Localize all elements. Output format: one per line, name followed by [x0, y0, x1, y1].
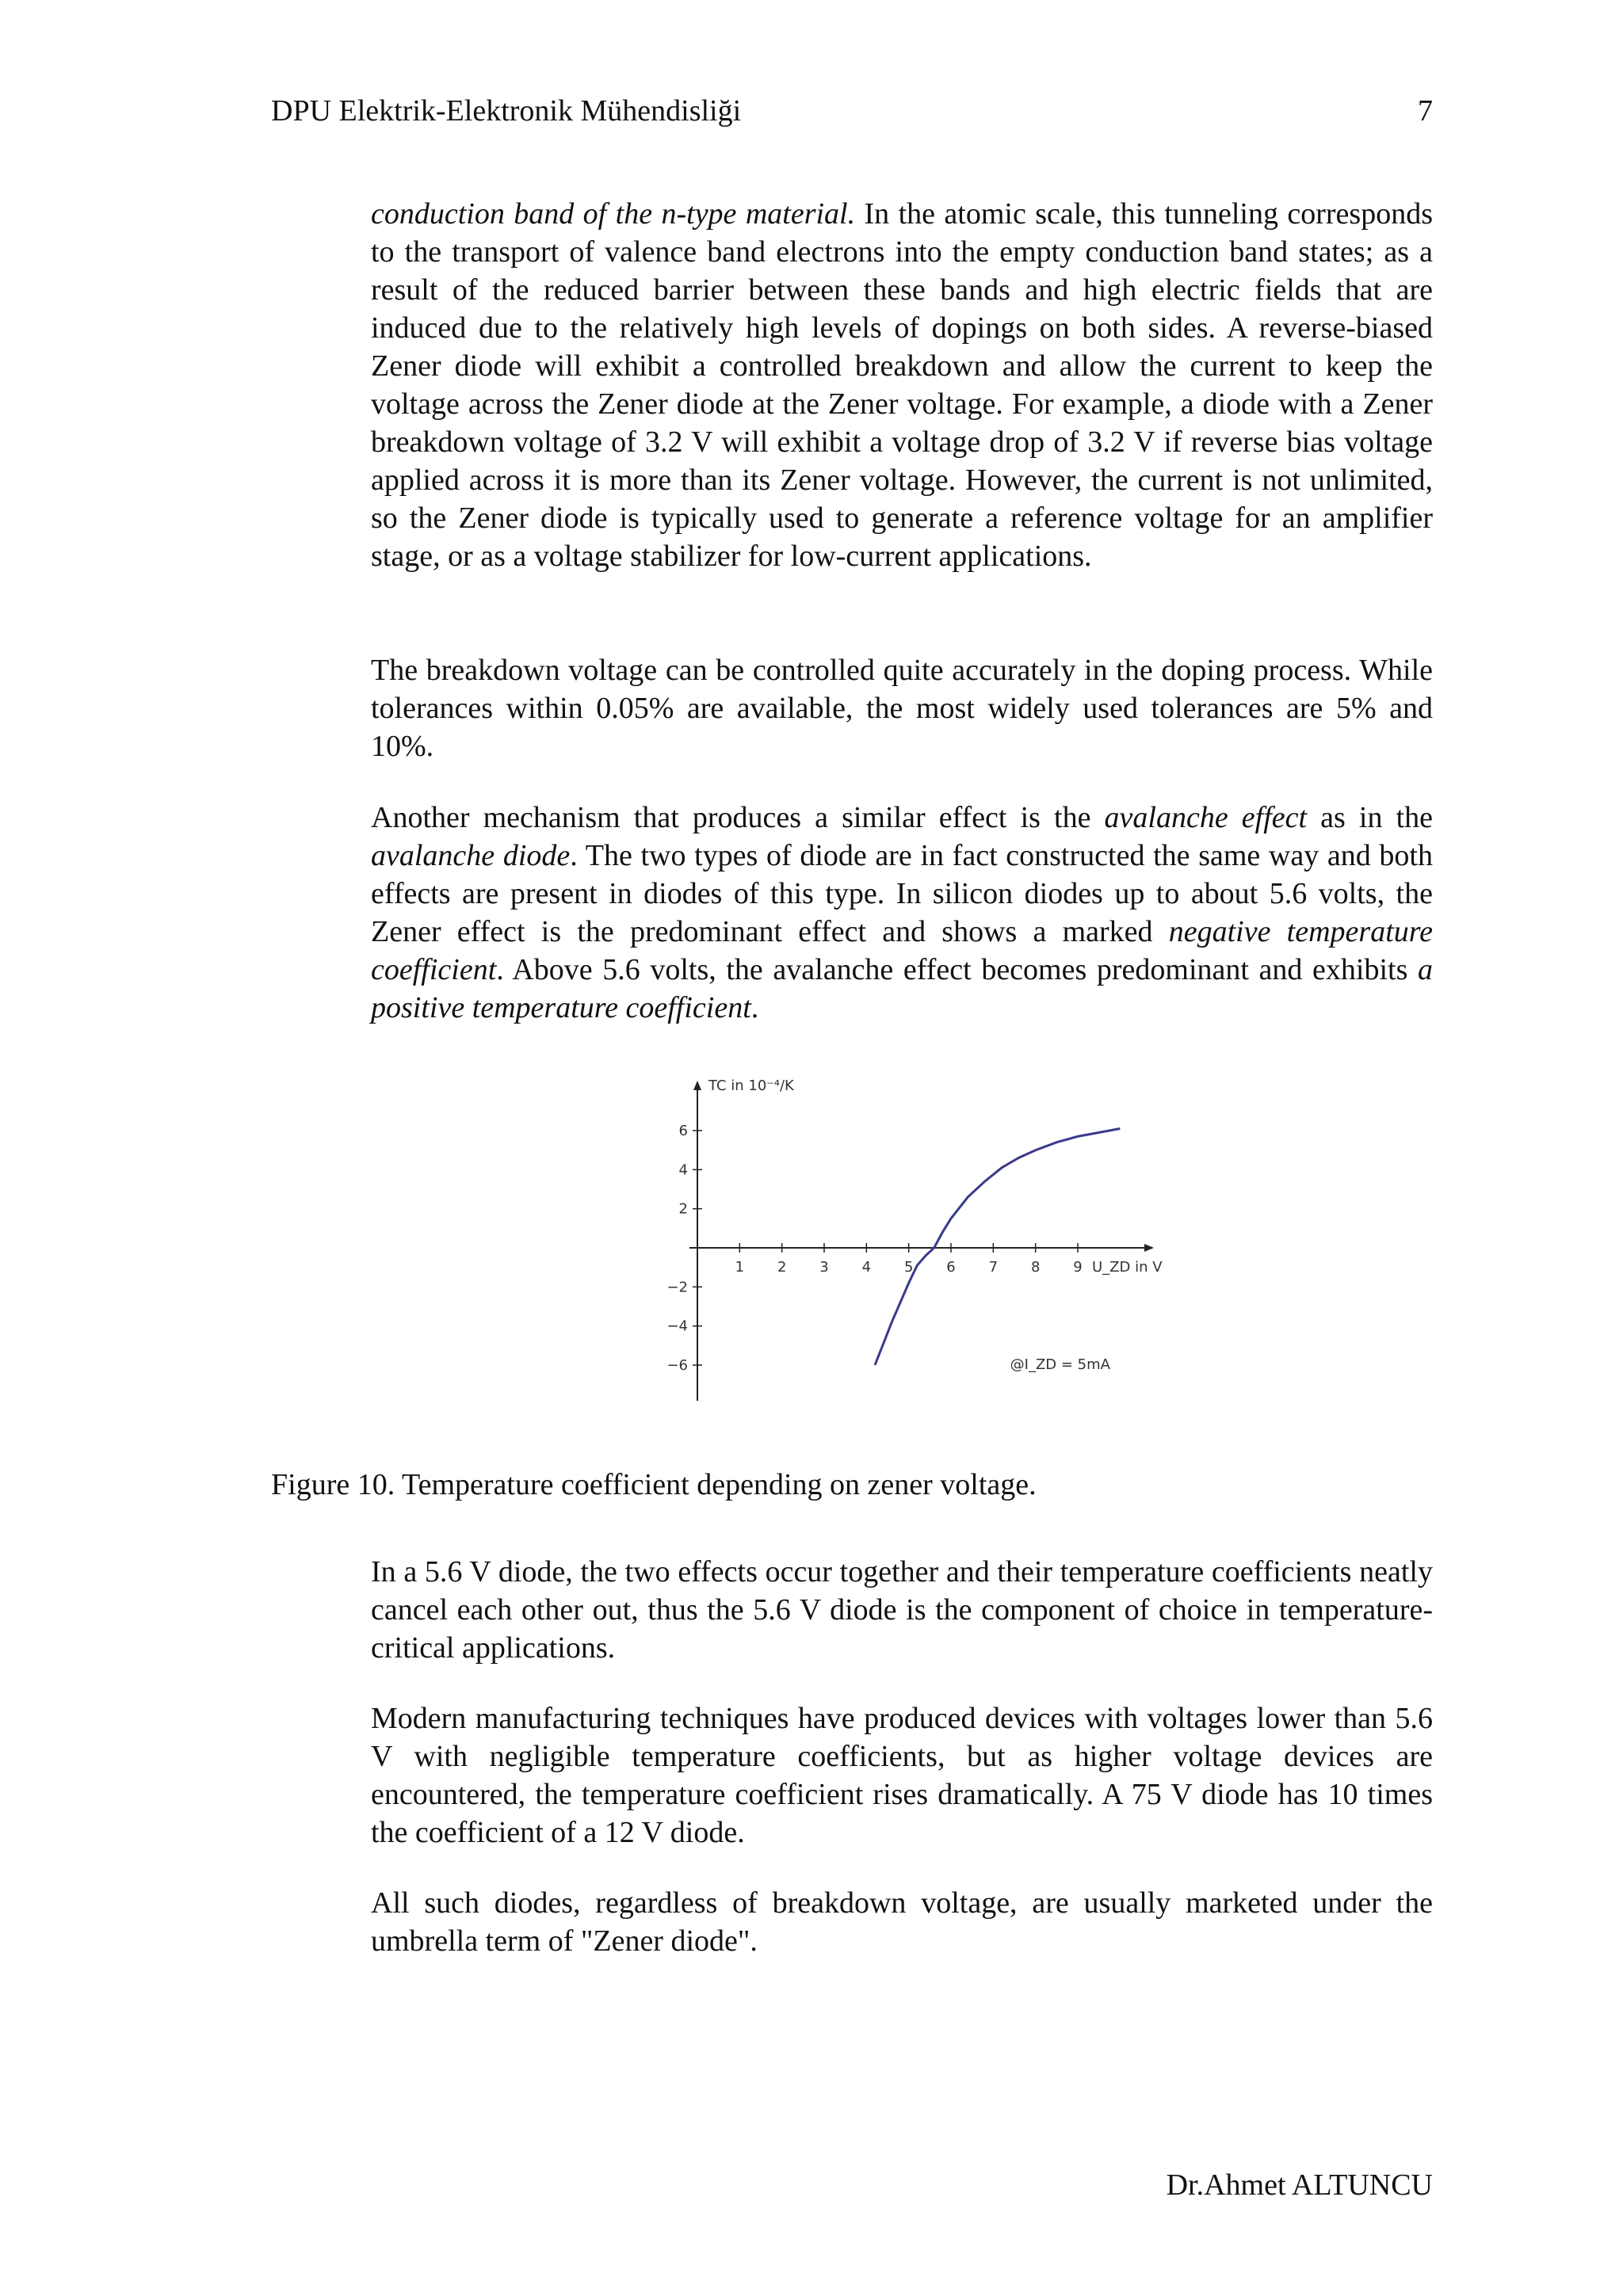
text-run: In the atomic scale, this tunneling corresponds to the transport of valence band electrons into the empty conduction band states; as a result of the reduced barrier between these bands and high electric fields that are induced due to the relatively high levels of dopings on both sides. A reverse-biased Zener diode will exhibit a controlled breakdown and allow the current to keep the voltage across the Zener diode at the Zener voltage. For example, a diode with a Zener breakdown voltage of 3.2 V will exhibit a voltage drop of 3.2 V if reverse bias voltage applied across it is more than its Zener voltage. However, the current is not unlimited, so the Zener diode is typically used to generate a reference voltage for an amplifier stage, or as a voltage stabilizer for low-current applications. — [371, 197, 1433, 573]
x-tick-label: 7 — [988, 1259, 999, 1276]
y-axis-label: TC in 10⁻⁴/K — [708, 1077, 794, 1094]
page-footer-author: Dr.Ahmet ALTUNCU — [1166, 2168, 1433, 2202]
italic-text: avalanche effect — [1104, 801, 1308, 834]
italic-text: negative temperature coefficient — [371, 915, 1433, 986]
y-tick-label: −6 — [666, 1357, 688, 1374]
x-tick-label: 3 — [819, 1259, 829, 1276]
text-run: . — [750, 991, 759, 1024]
temperature-coefficient-chart — [650, 1070, 1173, 1410]
y-tick-label: −2 — [666, 1279, 688, 1296]
paragraph-6 — [371, 1884, 1433, 1960]
chart-annotation: @I_ZD = 5mA — [1010, 1356, 1110, 1373]
italic-text: conduction band of the n-type material. — [371, 197, 856, 231]
header-title: DPU Elektrik-Elektronik Mühendisliği — [271, 94, 742, 128]
figure-caption: Figure 10. Temperature coefficient depending on zener voltage. — [271, 1468, 1037, 1501]
paragraph-4 — [371, 1553, 1433, 1667]
x-tick-label: 4 — [861, 1259, 872, 1276]
y-tick-label: 6 — [678, 1123, 688, 1139]
x-tick-label: 6 — [946, 1259, 956, 1276]
italic-text: a positive temperature coefficient — [371, 953, 1433, 1024]
y-tick-label: −4 — [666, 1318, 688, 1335]
x-tick-label: 8 — [1030, 1259, 1041, 1276]
x-tick-label: 5 — [903, 1259, 914, 1276]
paragraph-1 — [371, 195, 1433, 575]
text-run: . The two types of diode are in fact constructed the same way and both effects are present in diodes of this type. In silicon diodes up to about 5.6 volts, the Zener effect is the predominant effect and shows a marked — [371, 839, 1433, 948]
x-axis-label: U_ZD in V — [1092, 1259, 1163, 1276]
text-run: All such diodes, regardless of breakdown voltage, are usually marketed under the umbrella term of "Zener diode". — [371, 1886, 1433, 1958]
page-number: 7 — [1418, 94, 1433, 128]
paragraph-2 — [371, 651, 1433, 765]
x-tick-label: 9 — [1073, 1259, 1083, 1276]
x-tick-label: 1 — [735, 1259, 745, 1276]
y-tick-label: 2 — [678, 1200, 688, 1218]
y-tick-label: 4 — [678, 1161, 688, 1179]
x-tick-label: 2 — [777, 1259, 787, 1276]
tc-curve-line — [875, 1129, 1120, 1366]
text-run: Modern manufacturing techniques have produced devices with voltages lower than 5.6 V with negligible temperature coefficients, but as higher voltage devices are encountered, the temperature coefficient rises dramatically. A 75 V diode has 10 times the coefficient of a 12 V diode. — [371, 1702, 1433, 1849]
text-run: as in the — [1307, 801, 1433, 834]
y-axis-arrow — [693, 1081, 701, 1090]
text-run: In a 5.6 V diode, the two effects occur together and their temperature coefficients neatly cancel each other out, thus the 5.6 V diode is the component of choice in temperature-critical applications. — [371, 1555, 1433, 1665]
text-run: The breakdown voltage can be controlled quite accurately in the doping process. While tolerances within 0.05% are available, the most widely used tolerances are 5% and 10%. — [371, 654, 1433, 763]
text-run: . Above 5.6 volts, the avalanche effect becomes predominant and exhibits — [496, 953, 1418, 986]
paragraph-5 — [371, 1699, 1433, 1852]
italic-text: avalanche diode — [371, 839, 571, 872]
text-run: Another mechanism that produces a similar effect is the — [371, 801, 1105, 834]
paragraph-3 — [371, 799, 1433, 1027]
x-axis-arrow — [1144, 1244, 1154, 1252]
